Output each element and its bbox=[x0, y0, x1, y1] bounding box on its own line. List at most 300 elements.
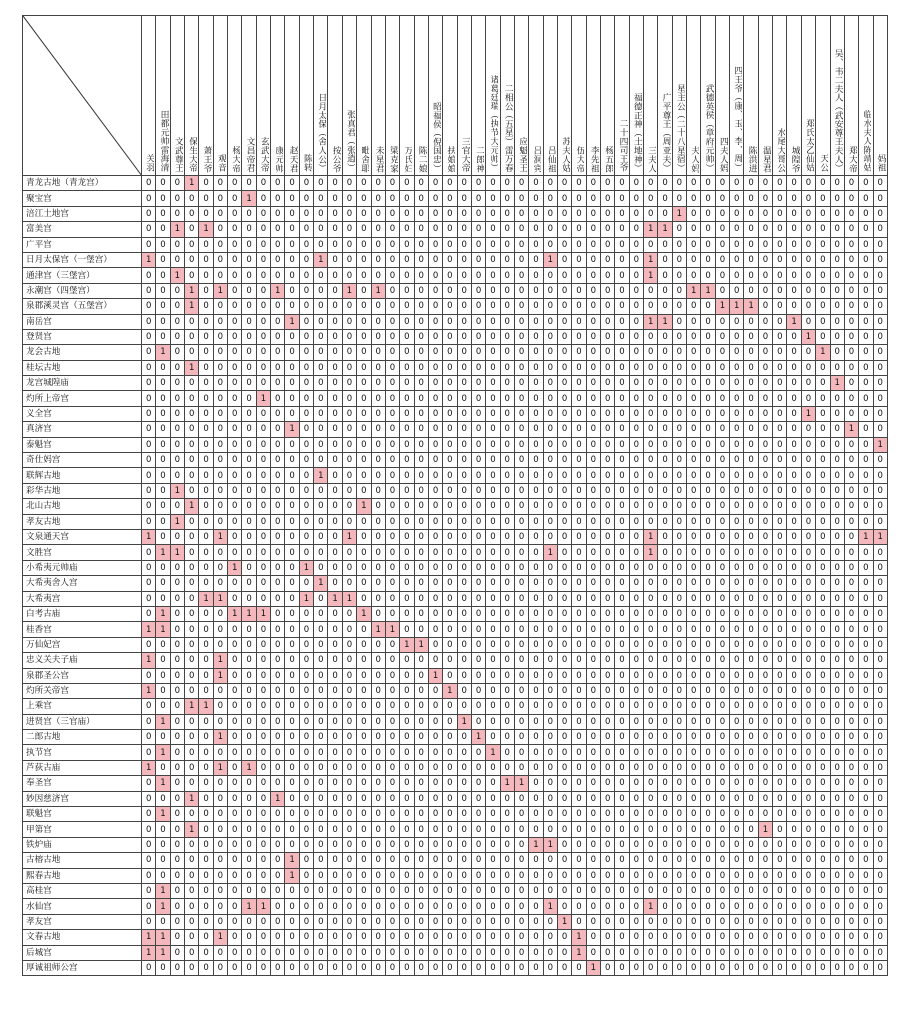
matrix-cell: 0 bbox=[500, 760, 514, 775]
matrix-cell: 0 bbox=[644, 822, 658, 837]
matrix-cell: 0 bbox=[687, 868, 701, 883]
deity-column-header bbox=[830, 16, 844, 176]
matrix-cell: 0 bbox=[658, 945, 672, 960]
matrix-cell: 0 bbox=[371, 837, 385, 852]
matrix-cell: 0 bbox=[844, 391, 858, 406]
matrix-cell: 0 bbox=[730, 853, 744, 868]
matrix-cell: 0 bbox=[543, 960, 557, 975]
matrix-cell: 0 bbox=[471, 791, 485, 806]
matrix-cell: 0 bbox=[586, 822, 600, 837]
matrix-cell: 0 bbox=[357, 376, 371, 391]
matrix-cell: 0 bbox=[529, 329, 543, 344]
matrix-cell: 0 bbox=[357, 668, 371, 683]
matrix-cell: 0 bbox=[170, 683, 184, 698]
matrix-cell: 0 bbox=[414, 745, 428, 760]
matrix-cell: 0 bbox=[744, 252, 758, 267]
matrix-cell: 0 bbox=[285, 206, 299, 221]
matrix-cell: 0 bbox=[357, 760, 371, 775]
matrix-cell: 0 bbox=[787, 699, 801, 714]
matrix-cell: 0 bbox=[801, 622, 815, 637]
matrix-cell: 0 bbox=[142, 560, 156, 575]
matrix-cell: 0 bbox=[615, 760, 629, 775]
matrix-cell: 0 bbox=[730, 683, 744, 698]
matrix-cell: 0 bbox=[816, 668, 830, 683]
matrix-cell: 0 bbox=[586, 837, 600, 852]
matrix-cell: 0 bbox=[371, 560, 385, 575]
matrix-cell: 0 bbox=[428, 468, 442, 483]
matrix-cell: 0 bbox=[744, 545, 758, 560]
deity-name: 伍大帝 bbox=[574, 145, 585, 172]
matrix-cell: 0 bbox=[644, 714, 658, 729]
matrix-cell: 0 bbox=[873, 883, 887, 898]
matrix-cell: 0 bbox=[213, 606, 227, 621]
matrix-cell: 0 bbox=[414, 499, 428, 514]
matrix-cell: 0 bbox=[471, 406, 485, 421]
matrix-cell: 0 bbox=[385, 914, 399, 929]
matrix-cell: 0 bbox=[801, 437, 815, 452]
matrix-cell: 0 bbox=[672, 176, 686, 191]
matrix-cell: 0 bbox=[285, 391, 299, 406]
matrix-cell: 0 bbox=[801, 883, 815, 898]
matrix-cell: 0 bbox=[142, 268, 156, 283]
matrix-cell: 0 bbox=[816, 237, 830, 252]
matrix-cell: 0 bbox=[529, 560, 543, 575]
matrix-cell: 0 bbox=[801, 483, 815, 498]
matrix-cell: 0 bbox=[687, 422, 701, 437]
matrix-cell: 0 bbox=[443, 222, 457, 237]
matrix-cell: 0 bbox=[730, 930, 744, 945]
matrix-cell: 0 bbox=[557, 499, 571, 514]
matrix-cell: 0 bbox=[701, 637, 715, 652]
matrix-cell: 0 bbox=[701, 360, 715, 375]
matrix-cell: 0 bbox=[844, 883, 858, 898]
matrix-cell: 0 bbox=[142, 329, 156, 344]
matrix-cell: 0 bbox=[701, 668, 715, 683]
matrix-cell: 0 bbox=[715, 376, 729, 391]
matrix-cell: 0 bbox=[529, 683, 543, 698]
matrix-cell: 0 bbox=[285, 252, 299, 267]
matrix-cell: 0 bbox=[414, 345, 428, 360]
matrix-cell: 0 bbox=[486, 453, 500, 468]
matrix-cell: 0 bbox=[672, 329, 686, 344]
matrix-cell: 0 bbox=[471, 499, 485, 514]
matrix-cell: 0 bbox=[271, 222, 285, 237]
matrix-cell: 0 bbox=[629, 868, 643, 883]
deity-column-header bbox=[328, 16, 342, 176]
matrix-cell: 0 bbox=[844, 960, 858, 975]
matrix-cell: 0 bbox=[557, 883, 571, 898]
matrix-cell: 0 bbox=[156, 299, 170, 314]
matrix-cell: 0 bbox=[271, 360, 285, 375]
matrix-cell: 0 bbox=[400, 437, 414, 452]
matrix-cell: 0 bbox=[342, 422, 356, 437]
matrix-cell: 0 bbox=[314, 191, 328, 206]
matrix-cell: 0 bbox=[400, 468, 414, 483]
matrix-cell: 0 bbox=[271, 883, 285, 898]
matrix-cell: 0 bbox=[801, 791, 815, 806]
matrix-cell: 0 bbox=[816, 560, 830, 575]
matrix-cell: 0 bbox=[859, 453, 873, 468]
matrix-cell: 0 bbox=[644, 945, 658, 960]
matrix-cell: 0 bbox=[744, 822, 758, 837]
matrix-cell: 0 bbox=[787, 637, 801, 652]
matrix-cell: 0 bbox=[414, 653, 428, 668]
matrix-cell: 0 bbox=[873, 252, 887, 267]
matrix-cell: 0 bbox=[299, 883, 313, 898]
matrix-cell: 0 bbox=[830, 237, 844, 252]
matrix-cell: 1 bbox=[543, 252, 557, 267]
matrix-cell: 0 bbox=[414, 668, 428, 683]
matrix-cell: 0 bbox=[572, 237, 586, 252]
matrix-cell: 0 bbox=[314, 807, 328, 822]
matrix-cell: 0 bbox=[543, 791, 557, 806]
matrix-cell: 0 bbox=[844, 483, 858, 498]
matrix-cell: 1 bbox=[543, 545, 557, 560]
matrix-cell: 0 bbox=[615, 899, 629, 914]
matrix-cell: 0 bbox=[213, 483, 227, 498]
matrix-cell: 0 bbox=[629, 791, 643, 806]
matrix-cell: 0 bbox=[385, 837, 399, 852]
matrix-cell: 0 bbox=[543, 745, 557, 760]
matrix-cell: 0 bbox=[730, 222, 744, 237]
matrix-cell: 0 bbox=[342, 268, 356, 283]
matrix-cell: 0 bbox=[199, 745, 213, 760]
matrix-cell: 0 bbox=[414, 468, 428, 483]
matrix-cell: 0 bbox=[615, 222, 629, 237]
matrix-cell: 0 bbox=[271, 176, 285, 191]
matrix-cell: 0 bbox=[529, 606, 543, 621]
matrix-cell: 1 bbox=[256, 391, 270, 406]
matrix-cell: 0 bbox=[844, 329, 858, 344]
matrix-cell: 0 bbox=[271, 252, 285, 267]
matrix-cell: 0 bbox=[199, 314, 213, 329]
matrix-cell: 0 bbox=[357, 791, 371, 806]
matrix-cell: 0 bbox=[601, 683, 615, 698]
matrix-cell: 0 bbox=[601, 237, 615, 252]
matrix-cell: 0 bbox=[514, 714, 528, 729]
matrix-cell: 0 bbox=[342, 376, 356, 391]
matrix-cell: 0 bbox=[500, 668, 514, 683]
matrix-cell: 0 bbox=[586, 653, 600, 668]
matrix-cell: 0 bbox=[586, 514, 600, 529]
matrix-cell: 0 bbox=[830, 437, 844, 452]
matrix-cell: 0 bbox=[414, 822, 428, 837]
matrix-cell: 0 bbox=[830, 299, 844, 314]
matrix-cell: 0 bbox=[615, 237, 629, 252]
matrix-cell: 1 bbox=[156, 945, 170, 960]
matrix-cell: 0 bbox=[644, 699, 658, 714]
matrix-cell: 1 bbox=[156, 776, 170, 791]
matrix-cell: 0 bbox=[400, 807, 414, 822]
matrix-cell: 1 bbox=[213, 283, 227, 298]
matrix-cell: 0 bbox=[199, 468, 213, 483]
matrix-cell: 0 bbox=[572, 591, 586, 606]
matrix-cell: 0 bbox=[744, 576, 758, 591]
matrix-cell: 0 bbox=[185, 914, 199, 929]
matrix-cell: 0 bbox=[787, 422, 801, 437]
matrix-cell: 0 bbox=[873, 499, 887, 514]
matrix-cell: 0 bbox=[328, 314, 342, 329]
matrix-cell: 0 bbox=[213, 468, 227, 483]
matrix-cell: 0 bbox=[428, 760, 442, 775]
matrix-cell: 0 bbox=[357, 468, 371, 483]
matrix-cell: 0 bbox=[873, 760, 887, 775]
matrix-cell: 0 bbox=[328, 760, 342, 775]
matrix-cell: 0 bbox=[687, 560, 701, 575]
matrix-cell: 0 bbox=[514, 883, 528, 898]
matrix-cell: 0 bbox=[773, 360, 787, 375]
matrix-cell: 0 bbox=[385, 714, 399, 729]
matrix-cell: 0 bbox=[156, 237, 170, 252]
matrix-cell: 0 bbox=[844, 345, 858, 360]
matrix-cell: 0 bbox=[256, 791, 270, 806]
matrix-cell: 0 bbox=[256, 822, 270, 837]
matrix-cell: 0 bbox=[830, 960, 844, 975]
matrix-cell: 0 bbox=[170, 376, 184, 391]
matrix-cell: 0 bbox=[844, 745, 858, 760]
matrix-cell: 0 bbox=[758, 222, 772, 237]
matrix-cell: 0 bbox=[859, 699, 873, 714]
matrix-cell: 0 bbox=[156, 730, 170, 745]
matrix-cell: 0 bbox=[299, 899, 313, 914]
matrix-cell: 0 bbox=[787, 391, 801, 406]
matrix-cell: 0 bbox=[859, 591, 873, 606]
matrix-cell: 0 bbox=[715, 776, 729, 791]
matrix-cell: 0 bbox=[572, 960, 586, 975]
matrix-cell: 0 bbox=[830, 822, 844, 837]
matrix-cell: 0 bbox=[543, 822, 557, 837]
temple-name: 真济宫 bbox=[23, 422, 142, 437]
matrix-cell: 0 bbox=[773, 314, 787, 329]
matrix-cell: 0 bbox=[486, 576, 500, 591]
matrix-cell: 0 bbox=[314, 714, 328, 729]
matrix-cell: 0 bbox=[199, 329, 213, 344]
matrix-cell: 0 bbox=[830, 807, 844, 822]
matrix-cell: 0 bbox=[859, 222, 873, 237]
matrix-cell: 0 bbox=[514, 914, 528, 929]
deity-name: 郑氏太乙仙姑 bbox=[803, 119, 814, 172]
matrix-cell: 0 bbox=[514, 730, 528, 745]
matrix-cell: 0 bbox=[715, 468, 729, 483]
matrix-cell: 0 bbox=[744, 345, 758, 360]
matrix-cell: 0 bbox=[529, 345, 543, 360]
matrix-cell: 0 bbox=[285, 437, 299, 452]
matrix-cell: 0 bbox=[773, 483, 787, 498]
matrix-cell: 0 bbox=[601, 514, 615, 529]
matrix-cell: 0 bbox=[644, 468, 658, 483]
matrix-cell: 0 bbox=[414, 560, 428, 575]
matrix-cell: 0 bbox=[644, 453, 658, 468]
matrix-cell: 0 bbox=[385, 299, 399, 314]
matrix-cell: 0 bbox=[572, 483, 586, 498]
deity-column-header bbox=[758, 16, 772, 176]
matrix-cell: 0 bbox=[428, 930, 442, 945]
temple-name: 联魁宫 bbox=[23, 807, 142, 822]
table-row bbox=[23, 760, 888, 775]
matrix-cell: 0 bbox=[658, 499, 672, 514]
matrix-cell: 0 bbox=[543, 529, 557, 544]
matrix-cell: 0 bbox=[371, 391, 385, 406]
matrix-cell: 0 bbox=[299, 299, 313, 314]
matrix-cell: 0 bbox=[385, 329, 399, 344]
matrix-cell: 0 bbox=[213, 406, 227, 421]
matrix-cell: 0 bbox=[801, 299, 815, 314]
matrix-cell: 0 bbox=[529, 807, 543, 822]
matrix-cell: 0 bbox=[471, 345, 485, 360]
matrix-cell: 0 bbox=[543, 299, 557, 314]
matrix-cell: 0 bbox=[271, 591, 285, 606]
matrix-cell: 0 bbox=[816, 514, 830, 529]
matrix-cell: 0 bbox=[787, 299, 801, 314]
matrix-cell: 0 bbox=[773, 545, 787, 560]
matrix-cell: 0 bbox=[830, 483, 844, 498]
matrix-cell: 0 bbox=[457, 191, 471, 206]
matrix-cell: 0 bbox=[730, 560, 744, 575]
matrix-cell: 0 bbox=[199, 191, 213, 206]
matrix-cell: 0 bbox=[687, 730, 701, 745]
matrix-cell: 0 bbox=[572, 760, 586, 775]
matrix-cell: 0 bbox=[357, 637, 371, 652]
matrix-cell: 0 bbox=[142, 222, 156, 237]
matrix-cell: 0 bbox=[242, 622, 256, 637]
matrix-cell: 0 bbox=[672, 683, 686, 698]
matrix-cell: 0 bbox=[256, 406, 270, 421]
matrix-cell: 0 bbox=[371, 176, 385, 191]
matrix-cell: 0 bbox=[328, 699, 342, 714]
matrix-cell: 0 bbox=[615, 314, 629, 329]
matrix-cell: 0 bbox=[615, 668, 629, 683]
matrix-cell: 0 bbox=[758, 391, 772, 406]
matrix-cell: 0 bbox=[687, 637, 701, 652]
matrix-cell: 0 bbox=[299, 514, 313, 529]
matrix-cell: 1 bbox=[644, 899, 658, 914]
matrix-cell: 1 bbox=[299, 560, 313, 575]
matrix-cell: 0 bbox=[773, 930, 787, 945]
matrix-cell: 0 bbox=[486, 206, 500, 221]
matrix-cell: 0 bbox=[514, 453, 528, 468]
matrix-cell: 0 bbox=[514, 545, 528, 560]
matrix-cell: 0 bbox=[400, 299, 414, 314]
matrix-cell: 0 bbox=[428, 637, 442, 652]
matrix-cell: 1 bbox=[285, 422, 299, 437]
matrix-cell: 0 bbox=[443, 960, 457, 975]
matrix-cell: 0 bbox=[428, 791, 442, 806]
matrix-cell: 0 bbox=[170, 391, 184, 406]
matrix-cell: 0 bbox=[658, 883, 672, 898]
deity-column-header bbox=[572, 16, 586, 176]
matrix-cell: 0 bbox=[701, 776, 715, 791]
matrix-cell: 0 bbox=[342, 637, 356, 652]
matrix-cell: 0 bbox=[457, 683, 471, 698]
matrix-cell: 0 bbox=[443, 391, 457, 406]
matrix-cell: 0 bbox=[414, 699, 428, 714]
matrix-cell: 0 bbox=[342, 314, 356, 329]
matrix-cell: 0 bbox=[715, 560, 729, 575]
deity-name: 水尾大哥公 bbox=[775, 128, 786, 172]
matrix-cell: 0 bbox=[572, 376, 586, 391]
matrix-cell: 0 bbox=[830, 283, 844, 298]
matrix-cell: 0 bbox=[357, 314, 371, 329]
matrix-cell: 0 bbox=[758, 191, 772, 206]
matrix-cell: 0 bbox=[428, 683, 442, 698]
temple-name: 上乘宫 bbox=[23, 699, 142, 714]
matrix-cell: 0 bbox=[199, 483, 213, 498]
table-row bbox=[23, 807, 888, 822]
matrix-cell: 0 bbox=[572, 345, 586, 360]
matrix-cell: 0 bbox=[471, 822, 485, 837]
matrix-cell: 0 bbox=[414, 176, 428, 191]
matrix-cell: 0 bbox=[715, 930, 729, 945]
deity-name: 三夫人 bbox=[646, 145, 657, 172]
matrix-cell: 0 bbox=[443, 699, 457, 714]
matrix-cell: 0 bbox=[242, 637, 256, 652]
matrix-cell: 0 bbox=[471, 314, 485, 329]
matrix-cell: 0 bbox=[687, 683, 701, 698]
matrix-cell: 0 bbox=[185, 545, 199, 560]
matrix-cell: 0 bbox=[529, 437, 543, 452]
matrix-cell: 0 bbox=[529, 822, 543, 837]
matrix-cell: 0 bbox=[400, 668, 414, 683]
matrix-cell: 0 bbox=[601, 930, 615, 945]
table-row bbox=[23, 360, 888, 375]
matrix-cell: 0 bbox=[844, 529, 858, 544]
matrix-cell: 1 bbox=[644, 268, 658, 283]
table-row bbox=[23, 545, 888, 560]
matrix-cell: 0 bbox=[414, 299, 428, 314]
matrix-cell: 0 bbox=[658, 791, 672, 806]
matrix-cell: 1 bbox=[213, 930, 227, 945]
matrix-cell: 0 bbox=[385, 345, 399, 360]
matrix-cell: 0 bbox=[601, 468, 615, 483]
matrix-cell: 0 bbox=[672, 930, 686, 945]
matrix-cell: 0 bbox=[213, 822, 227, 837]
deity-column-header bbox=[730, 16, 744, 176]
matrix-cell: 0 bbox=[744, 930, 758, 945]
matrix-cell: 0 bbox=[170, 360, 184, 375]
matrix-cell: 0 bbox=[615, 560, 629, 575]
matrix-cell: 0 bbox=[156, 591, 170, 606]
matrix-cell: 0 bbox=[687, 714, 701, 729]
matrix-cell: 0 bbox=[859, 899, 873, 914]
matrix-cell: 0 bbox=[557, 853, 571, 868]
matrix-cell: 0 bbox=[342, 329, 356, 344]
matrix-cell: 0 bbox=[658, 807, 672, 822]
matrix-cell: 0 bbox=[285, 545, 299, 560]
matrix-cell: 0 bbox=[844, 868, 858, 883]
matrix-cell: 1 bbox=[228, 560, 242, 575]
matrix-cell: 0 bbox=[414, 776, 428, 791]
matrix-cell: 0 bbox=[242, 807, 256, 822]
matrix-cell: 0 bbox=[543, 699, 557, 714]
matrix-cell: 0 bbox=[572, 360, 586, 375]
matrix-cell: 0 bbox=[601, 545, 615, 560]
matrix-cell: 0 bbox=[185, 868, 199, 883]
matrix-cell: 0 bbox=[572, 868, 586, 883]
matrix-cell: 0 bbox=[672, 299, 686, 314]
matrix-cell: 0 bbox=[328, 514, 342, 529]
matrix-cell: 0 bbox=[687, 606, 701, 621]
matrix-cell: 0 bbox=[170, 699, 184, 714]
matrix-cell: 0 bbox=[844, 837, 858, 852]
matrix-cell: 0 bbox=[629, 745, 643, 760]
matrix-cell: 0 bbox=[299, 622, 313, 637]
matrix-cell: 0 bbox=[672, 622, 686, 637]
matrix-cell: 0 bbox=[830, 760, 844, 775]
matrix-cell: 0 bbox=[285, 791, 299, 806]
matrix-cell: 0 bbox=[428, 545, 442, 560]
matrix-cell: 0 bbox=[586, 560, 600, 575]
matrix-cell: 0 bbox=[385, 360, 399, 375]
